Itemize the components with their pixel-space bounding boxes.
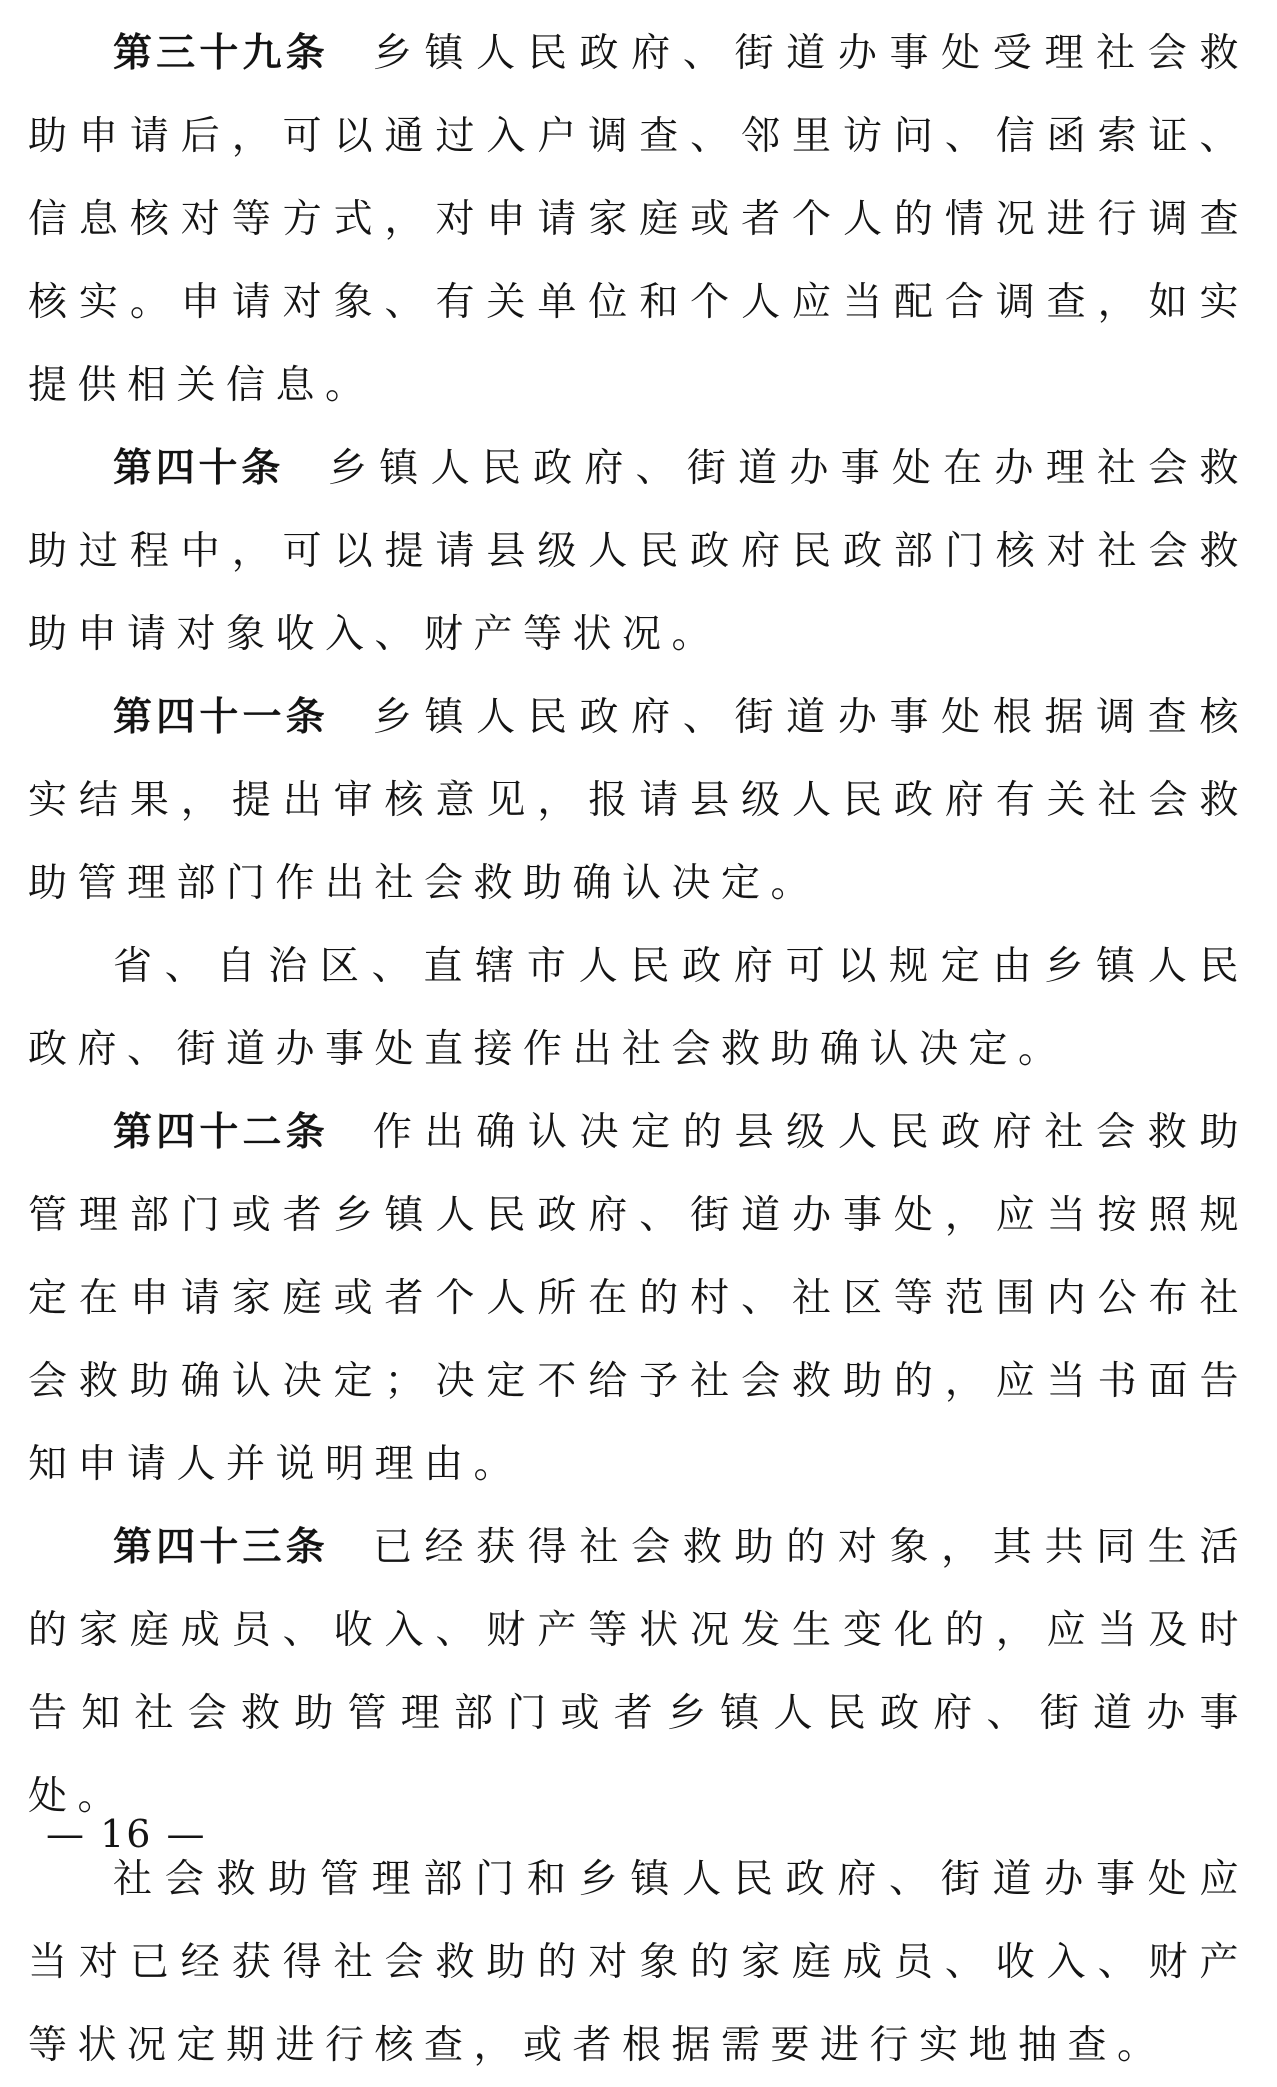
article-41-clause-2-text: 省、自治区、直辖市人民政府可以规定由乡镇人民政府、街道办事处直接作出社会救助确认决定。 bbox=[28, 944, 1249, 1072]
article-43-heading: 第四十三条 bbox=[113, 1525, 329, 1570]
page-number: — 16 — bbox=[46, 1812, 207, 1856]
article-39-heading: 第三十九条 bbox=[113, 31, 329, 76]
article-43-text: 已经获得社会救助的对象，其共同生活的家庭成员、收入、财产等状况发生变化的，应当及时告知社会救助管理部门或者乡镇人民政府、街道办事处。 bbox=[28, 1525, 1249, 1819]
article-43-clause-2-text: 社会救助管理部门和乡镇人民政府、街道办事处应当对已经获得社会救助的对象的家庭成员、收入、财产等状况定期进行核查，或者根据需要进行实地抽查。 bbox=[28, 1857, 1249, 2068]
article-43-clause-2 bbox=[28, 1838, 1249, 2087]
article-39-paragraph bbox=[28, 12, 1249, 427]
article-42-text: 作出确认决定的县级人民政府社会救助管理部门或者乡镇人民政府、街道办事处，应当按照规定在申请家庭或者个人所在的村、社区等范围内公布社会救助确认决定；决定不给予社会救助的，应当书面告知申请人并说明理由。 bbox=[28, 1110, 1249, 1487]
article-40-text: 乡镇人民政府、街道办事处在办理社会救助过程中，可以提请县级人民政府民政部门核对社会救助申请对象收入、财产等状况。 bbox=[28, 446, 1249, 657]
article-41-paragraph bbox=[28, 676, 1249, 925]
article-40-heading: 第四十条 bbox=[113, 446, 285, 491]
article-41-clause-2 bbox=[28, 925, 1249, 1091]
article-41-heading: 第四十一条 bbox=[113, 695, 329, 740]
article-42-paragraph bbox=[28, 1091, 1249, 1506]
article-39-text: 乡镇人民政府、街道办事处受理社会救助申请后，可以通过入户调查、邻里访问、信函索证、信息核对等方式，对申请家庭或者个人的情况进行调查核实。申请对象、有关单位和个人应当配合调查，如实提供相关信息。 bbox=[28, 31, 1249, 408]
article-42-heading: 第四十二条 bbox=[113, 1110, 329, 1155]
article-41-text: 乡镇人民政府、街道办事处根据调查核实结果，提出审核意见，报请县级人民政府有关社会救助管理部门作出社会救助确认决定。 bbox=[28, 695, 1249, 906]
article-40-paragraph bbox=[28, 427, 1249, 676]
article-43-paragraph bbox=[28, 1506, 1249, 1838]
